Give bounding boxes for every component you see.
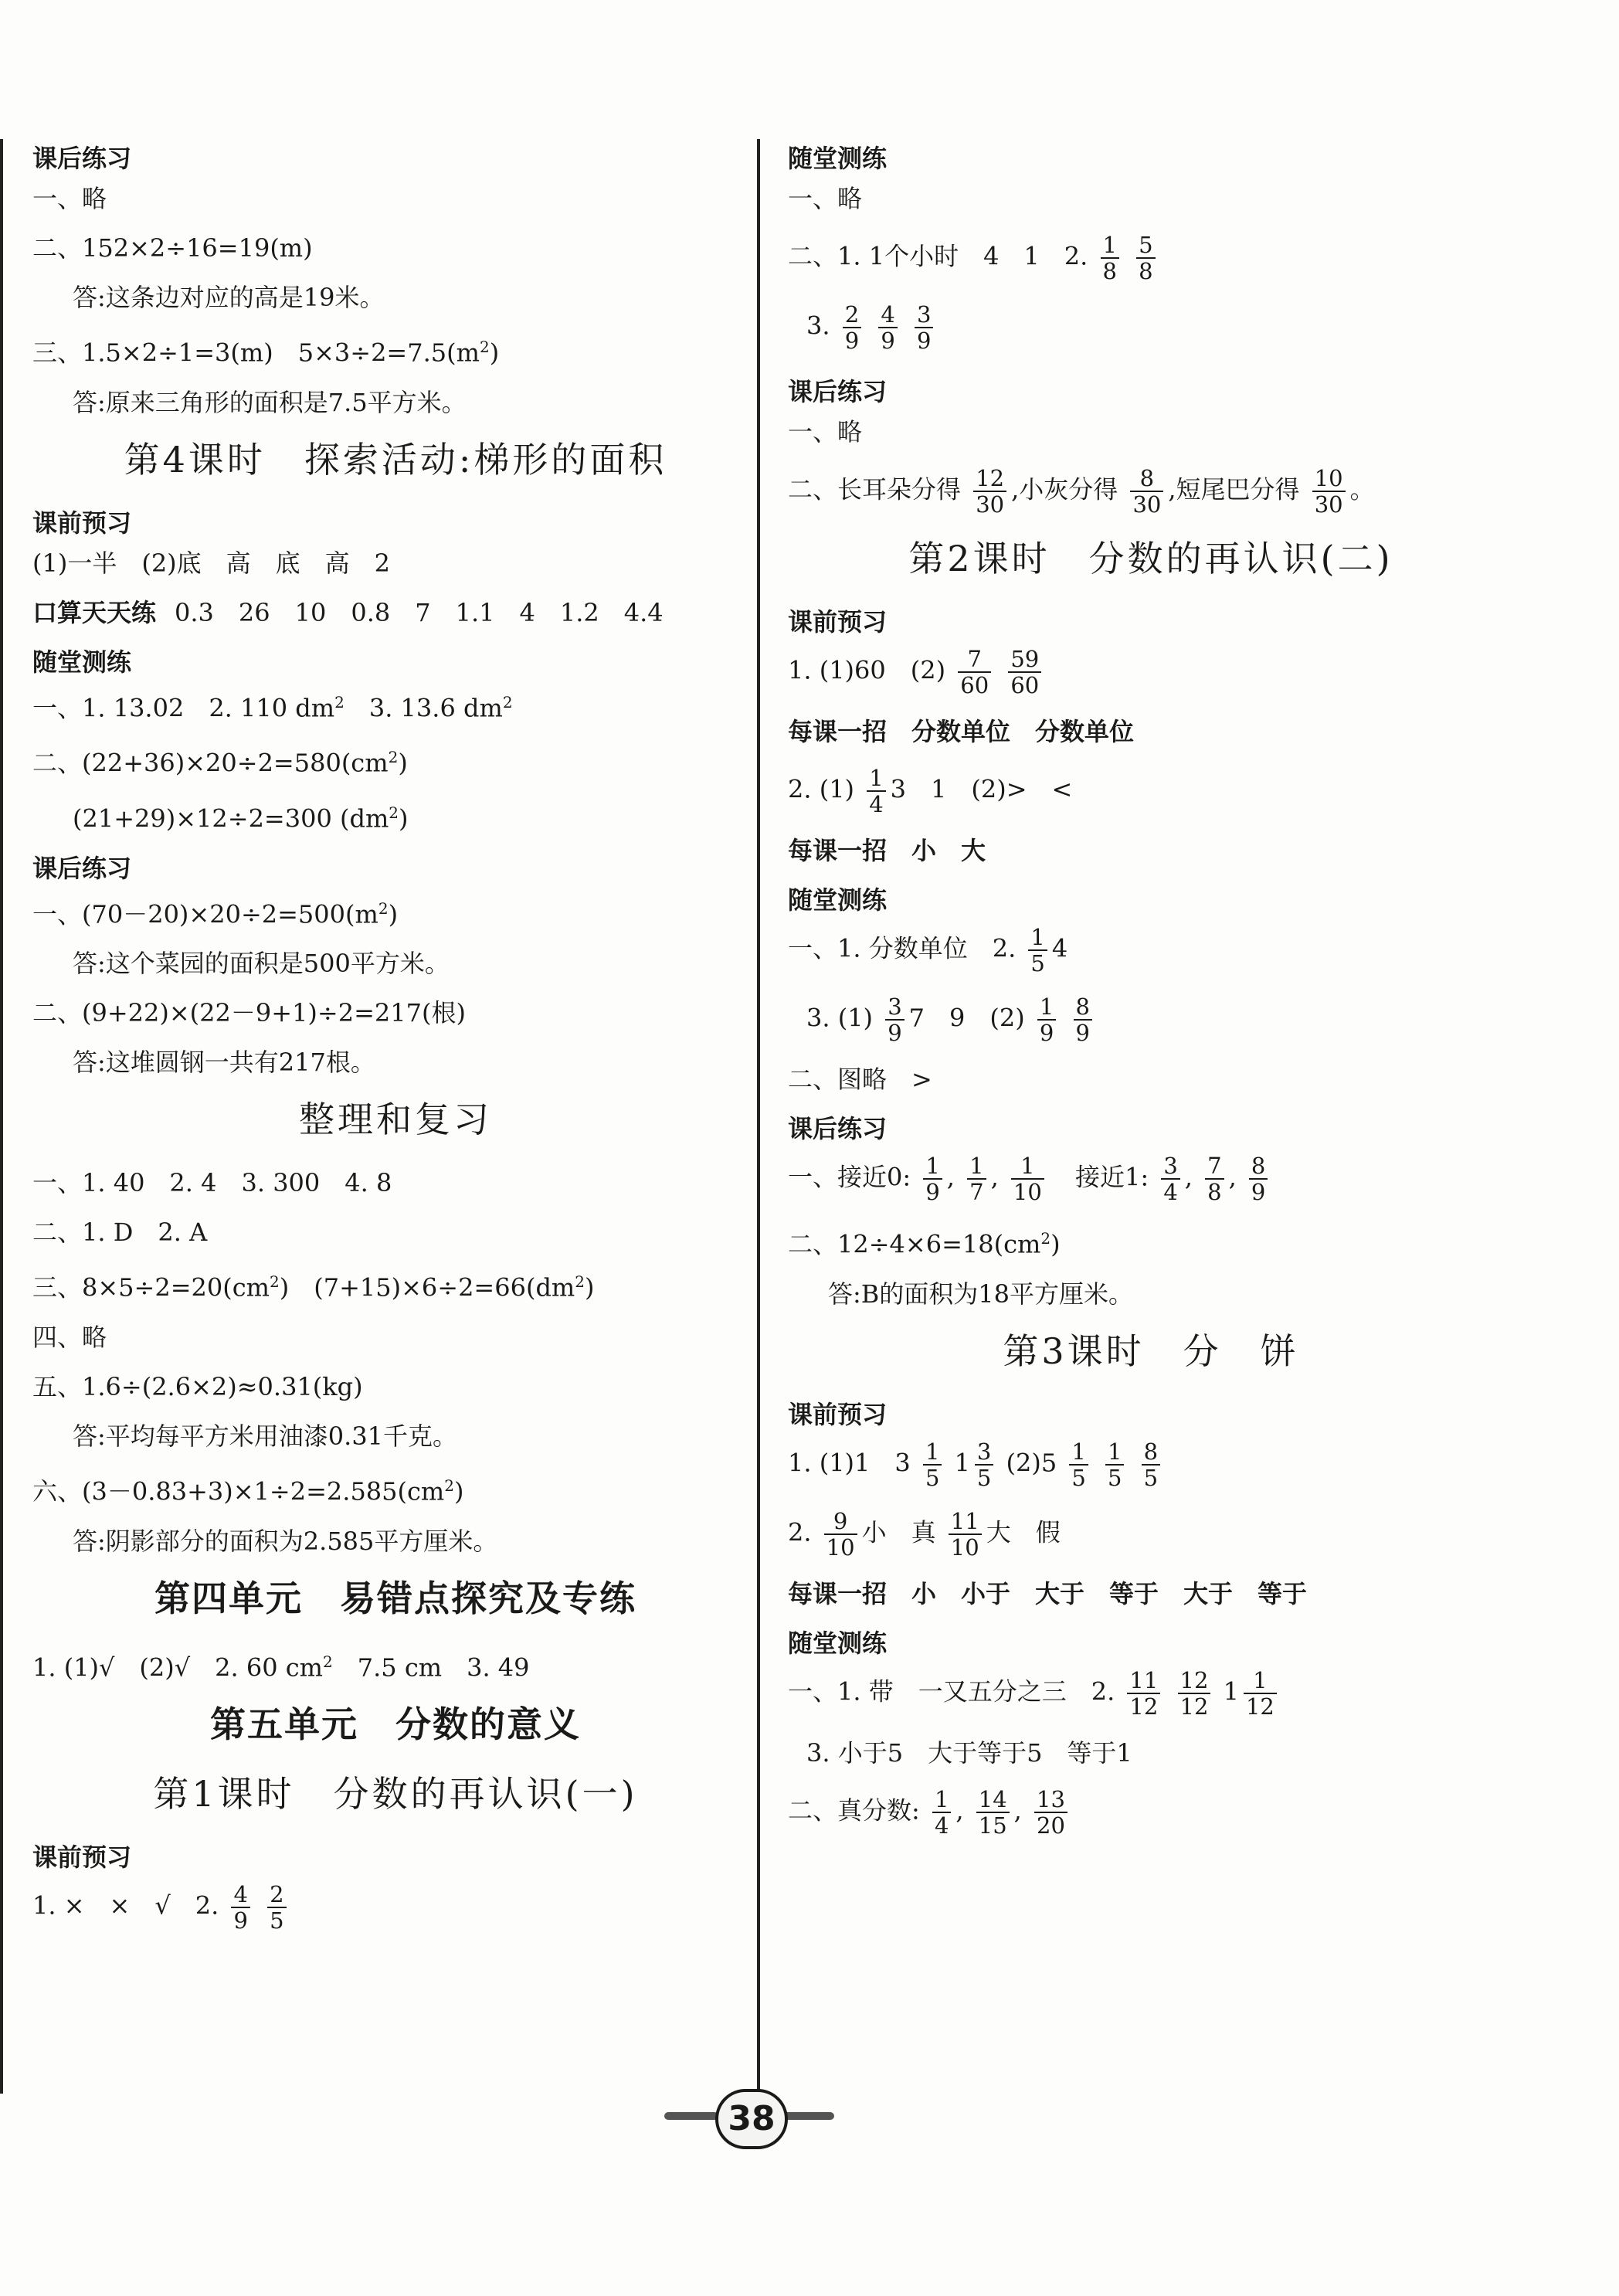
answer-line: 二、1. D 2. A <box>32 1218 208 1248</box>
answer-line: 1. (1)√ (2)√ 2. 60 $cm^2$ 7.5 cm 3. 49 <box>32 1652 530 1683</box>
unit-title: 第五单元 分数的意义 <box>210 1703 581 1746</box>
answer-line: (1)一半 (2)底 高 底 高 2 <box>32 548 391 578</box>
fraction: $\frac{1}{4}$ <box>932 1787 951 1838</box>
answer-line: 一、略 <box>788 184 863 213</box>
fraction: $\frac{3}{9}$ <box>885 994 904 1045</box>
section-heading: 课前预习 <box>32 1843 132 1873</box>
fraction: $\frac{2}{9}$ <box>843 302 861 353</box>
answer-line: 3. 小于5 大于等于5 等于1 <box>806 1737 1132 1768</box>
section-heading: 随堂测练 <box>788 1628 888 1658</box>
badge-right-ornament <box>780 2112 834 2120</box>
section-heading: 课前预习 <box>788 607 888 637</box>
fraction: $\frac{59}{60}$ <box>1008 647 1041 698</box>
fraction: $\frac{5}{8}$ <box>1136 233 1155 284</box>
section-heading: 随堂测练 <box>32 647 132 677</box>
fraction: $\frac{1}{4}$ <box>867 766 885 817</box>
answer-line: 一、1. 带 一又五分之三 2. $\frac{11}{12}$ $\frac{12}{12}$ 1 $\frac{1}{12}$ <box>788 1668 1514 1719</box>
answer-line: 二、$(22+36)\times 20\div 2=580(cm^2)$ <box>32 748 408 778</box>
section-heading: 随堂测练 <box>788 885 888 915</box>
answer-line: 答:原来三角形的面积是7.5平方米。 <box>73 387 467 417</box>
answer-line: 答:阴影部分的面积为2.585平方厘米。 <box>73 1526 498 1556</box>
answer-line: 二、真分数: $\frac{1}{4}$ , $\frac{14}{15}$ , $\frac{13}{20}$ <box>788 1787 1514 1838</box>
fraction: $\frac{3}{9}$ <box>915 302 933 353</box>
fraction: $\frac{4}{9}$ <box>231 1882 249 1933</box>
answer-line: 三、1.5×2÷1=3(m) $5\times 3\div 2=7.5(m^2)$ <box>32 338 500 368</box>
tip-line: 每课一招 小 大 <box>788 836 986 865</box>
answer-line: 2. (1) $\frac{1}{4}$ 3 1 (2)> < <box>788 765 1073 817</box>
answer-line: 1. (1)60 (2) $\frac{7}{60}$ $\frac{59}{60}$ <box>788 647 1514 698</box>
fraction: $\frac{12}{12}$ <box>1178 1668 1211 1719</box>
answer-line: 三、$8\times 5\div 2=20(cm^2)$ $(7+15)\times 6\div 2=66(dm^2)$ <box>32 1272 595 1303</box>
answer-line: 二、$12\div 4\times 6=18(cm^2)$ <box>788 1229 1061 1259</box>
answer-line: 3. $\frac{2}{9}$ $\frac{4}{9}$ $\frac{3}{9}$ <box>788 302 1514 353</box>
lesson-title: 第1课时 分数的再认识(一) <box>153 1773 638 1815</box>
fraction: $\frac{1}{5}$ <box>1028 925 1047 976</box>
fraction: $\frac{7}{8}$ <box>1205 1153 1224 1204</box>
fraction: $\frac{1}{12}$ <box>1244 1668 1277 1719</box>
tip-line: 每课一招 小 小于 大于 等于 大于 等于 <box>788 1578 1308 1608</box>
answer-line: 二、(9+22)×(22－9+1)÷2=217(根) <box>32 998 466 1028</box>
answer-line: 六、$(3-0.83+3)\times 1\div 2=2.585(cm^2)$ <box>32 1476 464 1506</box>
answer-line: 二、152×2÷16=19(m) <box>32 233 313 263</box>
fraction: $\frac{3}{4}$ <box>1161 1153 1179 1204</box>
section-heading: 课后练习 <box>32 853 132 883</box>
section-heading: 课后练习 <box>788 1114 888 1143</box>
page-number-badge <box>664 2086 834 2148</box>
answer-line: 一、略 <box>788 417 863 447</box>
fraction: $\frac{1}{7}$ <box>967 1153 986 1204</box>
fraction: $\frac{8}{30}$ <box>1130 466 1163 517</box>
answer-line: 答:B的面积为18平方厘米。 <box>828 1279 1134 1309</box>
section-heading: 课前预习 <box>32 508 132 538</box>
fraction: $\frac{1}{8}$ <box>1101 233 1119 284</box>
fraction: $\frac{1}{9}$ <box>923 1153 942 1204</box>
answer-line: 五、1.6÷(2.6×2)≈0.31(kg) <box>32 1371 363 1401</box>
fraction: $\frac{11}{10}$ <box>949 1509 982 1560</box>
section-heading: 课前预习 <box>788 1399 888 1429</box>
answer-line: 口算天天练 0.3 26 10 0.8 7 1.1 4 1.2 4.4 <box>32 597 664 627</box>
fraction: $\frac{1}{5}$ <box>1105 1439 1124 1490</box>
answer-line: 3. (1) $\frac{3}{9}$ 7 9 (2) $\frac{1}{9}$ $\frac{8}{9}$ <box>788 994 1514 1045</box>
answer-line: (21+29)×12÷2=300 $(dm^2)$ <box>73 803 409 834</box>
answer-line: 1. × × √ 2. $\frac{4}{9}$ $\frac{2}{5}$ <box>32 1882 759 1933</box>
fraction: $\frac{1}{5}$ <box>923 1439 942 1490</box>
fraction: $\frac{2}{5}$ <box>267 1882 286 1933</box>
fraction: $\frac{1}{5}$ <box>1069 1439 1088 1490</box>
answer-line: 一、1. 13.02 2. 110 $dm^2$ 3. 13.6 $dm^2$ <box>32 692 513 723</box>
section-heading: 随堂测练 <box>788 144 888 173</box>
left-margin-rule <box>0 139 3 2094</box>
lesson-title: 第3课时 分 饼 <box>1003 1330 1299 1372</box>
tip-line: 每课一招 分数单位 分数单位 <box>788 717 1135 746</box>
fraction: $\frac{14}{15}$ <box>976 1787 1010 1838</box>
answer-line: 2. $\frac{9}{10}$ 小 真 $\frac{11}{10}$ 大 假 <box>788 1507 1061 1561</box>
fraction: $\frac{12}{30}$ <box>973 466 1006 517</box>
fraction: $\frac{7}{60}$ <box>958 647 991 698</box>
answer-line: 二、长耳朵分得 $\frac{12}{30}$ ,小灰分得 $\frac{8}{30}$ ,短尾巴分得 $\frac{10}{30}$ 。 <box>788 465 1375 518</box>
answer-line: 二、图略 > <box>788 1065 932 1094</box>
answer-line: 一、略 <box>32 184 107 213</box>
answer-line: 一、接近0: $\frac{1}{9}$ , $\frac{1}{7}$ , $\frac{1}{10}$ 接近1: $\frac{3}{4}$ , $\frac{7}{8}$ , $\frac{8}{9}$ <box>788 1153 1514 1204</box>
fraction: $\frac{1}{9}$ <box>1037 994 1056 1045</box>
fraction: $\frac{10}{30}$ <box>1312 466 1346 517</box>
fraction: $\frac{1}{10}$ <box>1011 1153 1044 1204</box>
fraction: $\frac{4}{9}$ <box>878 302 897 353</box>
fraction: $\frac{8}{9}$ <box>1074 994 1092 1045</box>
answer-line: 四、略 <box>32 1322 107 1352</box>
section-heading: 课后练习 <box>788 377 888 406</box>
answer-line: 答:平均每平方米用油漆0.31千克。 <box>73 1421 458 1451</box>
fraction: $\frac{3}{5}$ <box>975 1439 993 1490</box>
lesson-title: 第2课时 分数的再认识(二) <box>908 538 1393 579</box>
lesson-title: 第4课时 探索活动:梯形的面积 <box>124 438 667 481</box>
answer-line: 一、$(70-20)\times 20\div 2=500(m^2)$ <box>32 898 399 929</box>
answer-line: 答:这条边对应的高是19米。 <box>73 283 385 312</box>
unit-title: 第四单元 易错点探究及专练 <box>154 1577 636 1619</box>
right-column <box>788 135 1514 1856</box>
answer-line: 答:这个菜园的面积是500平方米。 <box>73 949 450 979</box>
answer-line: 一、1. 40 2. 4 3. 300 4. 8 <box>32 1168 392 1198</box>
section-heading: 课后练习 <box>32 144 132 173</box>
fraction: $\frac{13}{20}$ <box>1034 1787 1067 1838</box>
page-number: 38 <box>715 2089 788 2149</box>
section-title: 整理和复习 <box>299 1099 492 1141</box>
answer-line: 1. (1)1 3 $\frac{1}{5}$ 1 $\frac{3}{5}$ (2)5 $\frac{1}{5}$ $\frac{1}{5}$ $\frac{8}{5}$ <box>788 1439 1514 1490</box>
answer-line: 一、1. 分数单位 2. $\frac{1}{5}$ 4 <box>788 924 1068 976</box>
fraction: $\frac{8}{9}$ <box>1249 1153 1268 1204</box>
badge-left-ornament <box>664 2112 718 2120</box>
answer-line: 二、1. 1个小时 4 1 2. $\frac{1}{8}$ $\frac{5}{8}$ <box>788 233 1514 284</box>
fraction: $\frac{11}{12}$ <box>1127 1668 1160 1719</box>
fraction: $\frac{9}{10}$ <box>824 1509 857 1560</box>
fraction: $\frac{8}{5}$ <box>1142 1439 1160 1490</box>
left-column <box>32 135 759 1951</box>
answer-line: 答:这堆圆钢一共有217根。 <box>73 1048 375 1078</box>
